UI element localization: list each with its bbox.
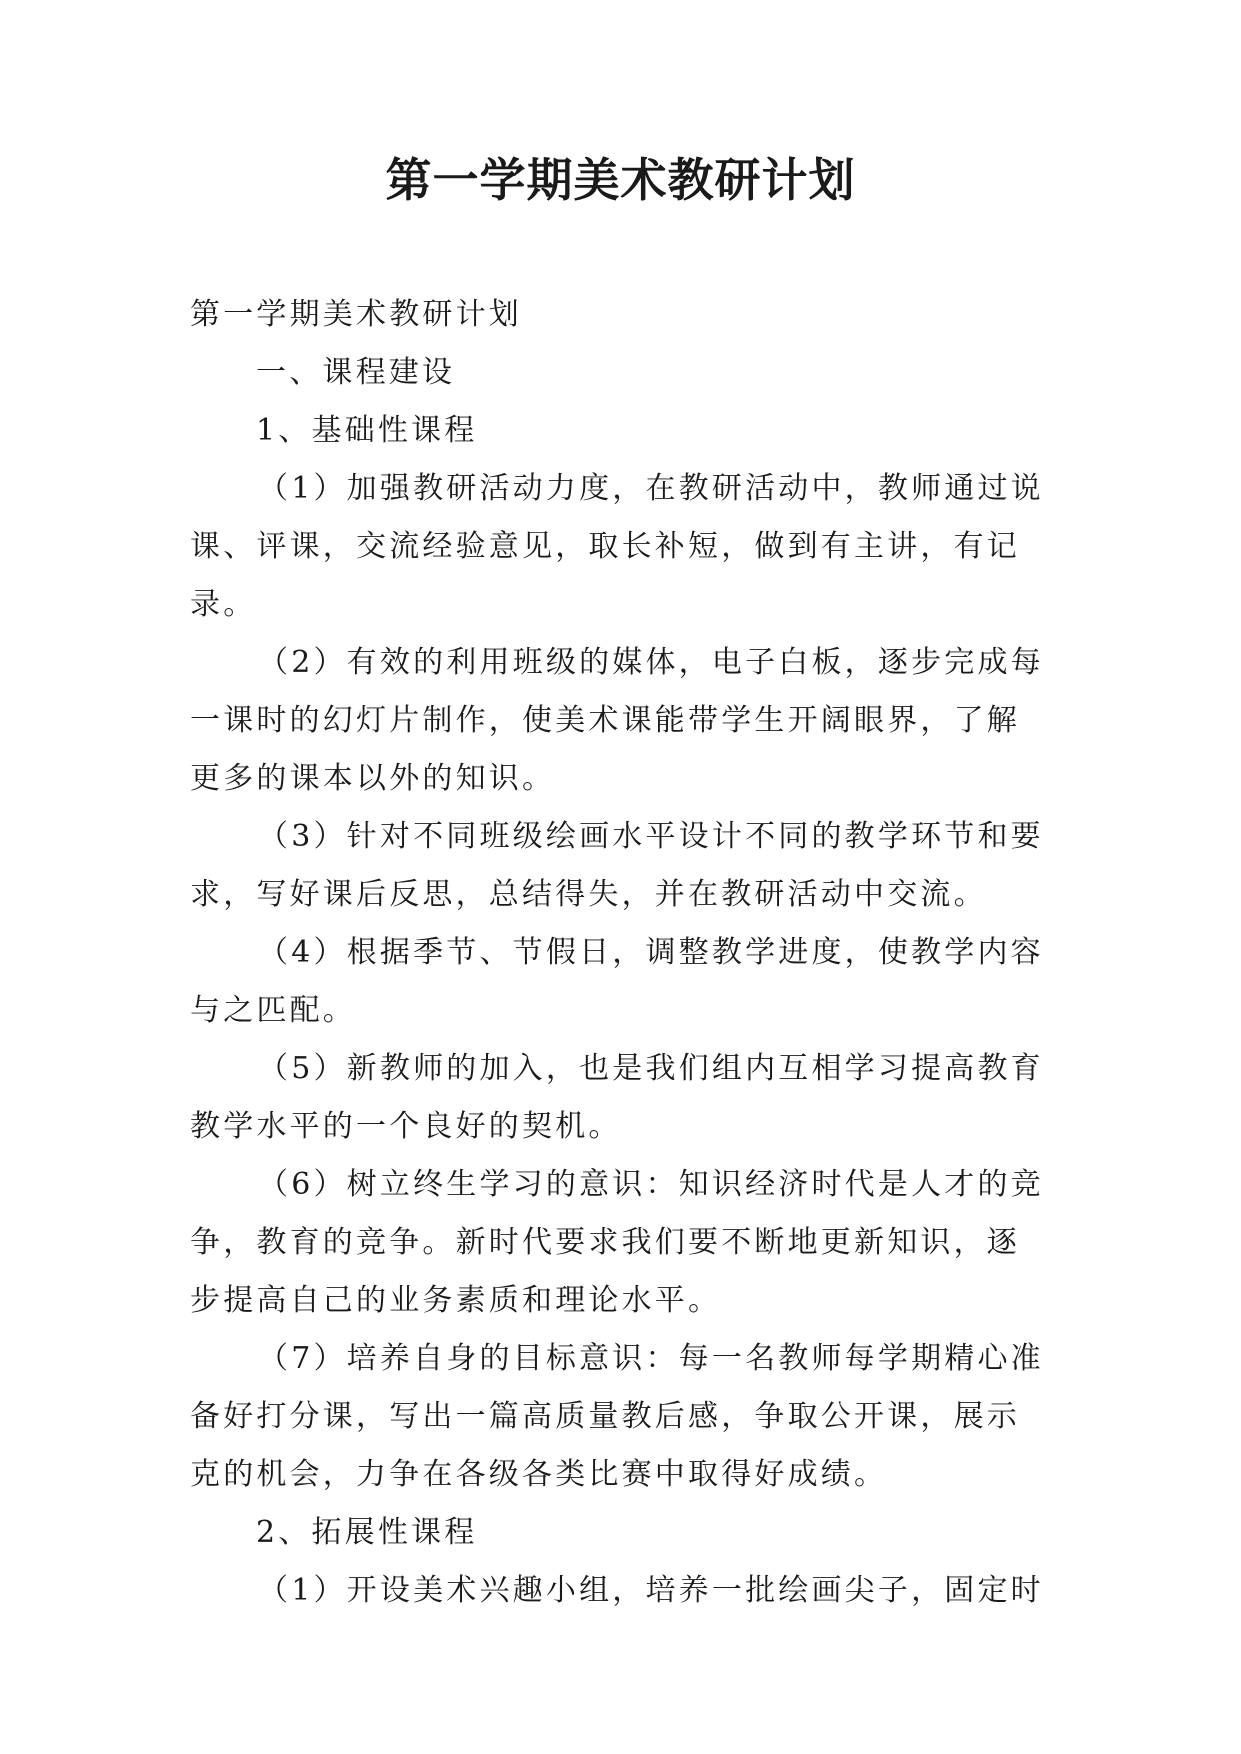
paragraph-item-1: （1）加强教研活动力度，在教研活动中，教师通过说课、评课，交流经验意见，取长补短，做到有主讲，有记录。	[190, 471, 1044, 622]
paragraph-section-heading: 一、课程建设	[256, 355, 456, 390]
paragraph-item-3: （3）针对不同班级绘画水平设计不同的教学环节和要求，写好课后反思，总结得失，并在教研活动中交流。	[190, 819, 1044, 912]
paragraph-item-6: （6）树立终生学习的意识：知识经济时代是人才的竞争，教育的竞争。新时代要求我们要不断地更新知识，逐步提高自己的业务素质和理论水平。	[190, 1167, 1044, 1318]
paragraph-item-5: （5）新教师的加入，也是我们组内互相学习提高教育教学水平的一个良好的契机。	[190, 1051, 1044, 1144]
document-title: 第一学期美术教研计划	[385, 153, 856, 207]
paragraph-item-4: （4）根据季节、节假日，调整教学进度，使教学内容与之匹配。	[190, 935, 1044, 1028]
paragraph-item-2: （2）有效的利用班级的媒体，电子白板，逐步完成每一课时的幻灯片制作，使美术课能带学生开阔眼界，了解更多的课本以外的知识。	[190, 645, 1044, 796]
paragraph-subsection-heading-2: 2、拓展性课程	[256, 1515, 478, 1550]
paragraph-item-7: （7）培养自身的目标意识：每一名教师每学期精心准备好打分课，写出一篇高质量教后感，争取公开课，展示克的机会，力争在各级各类比赛中取得好成绩。	[190, 1341, 1044, 1492]
paragraph-subtitle: 第一学期美术教研计划	[190, 297, 522, 332]
paragraph-subsection-heading: 1、基础性课程	[256, 413, 478, 448]
paragraph-extension-item-1: （1）开设美术兴趣小组，培养一批绘画尖子，固定时	[258, 1573, 1044, 1608]
document-body	[190, 286, 1050, 1620]
